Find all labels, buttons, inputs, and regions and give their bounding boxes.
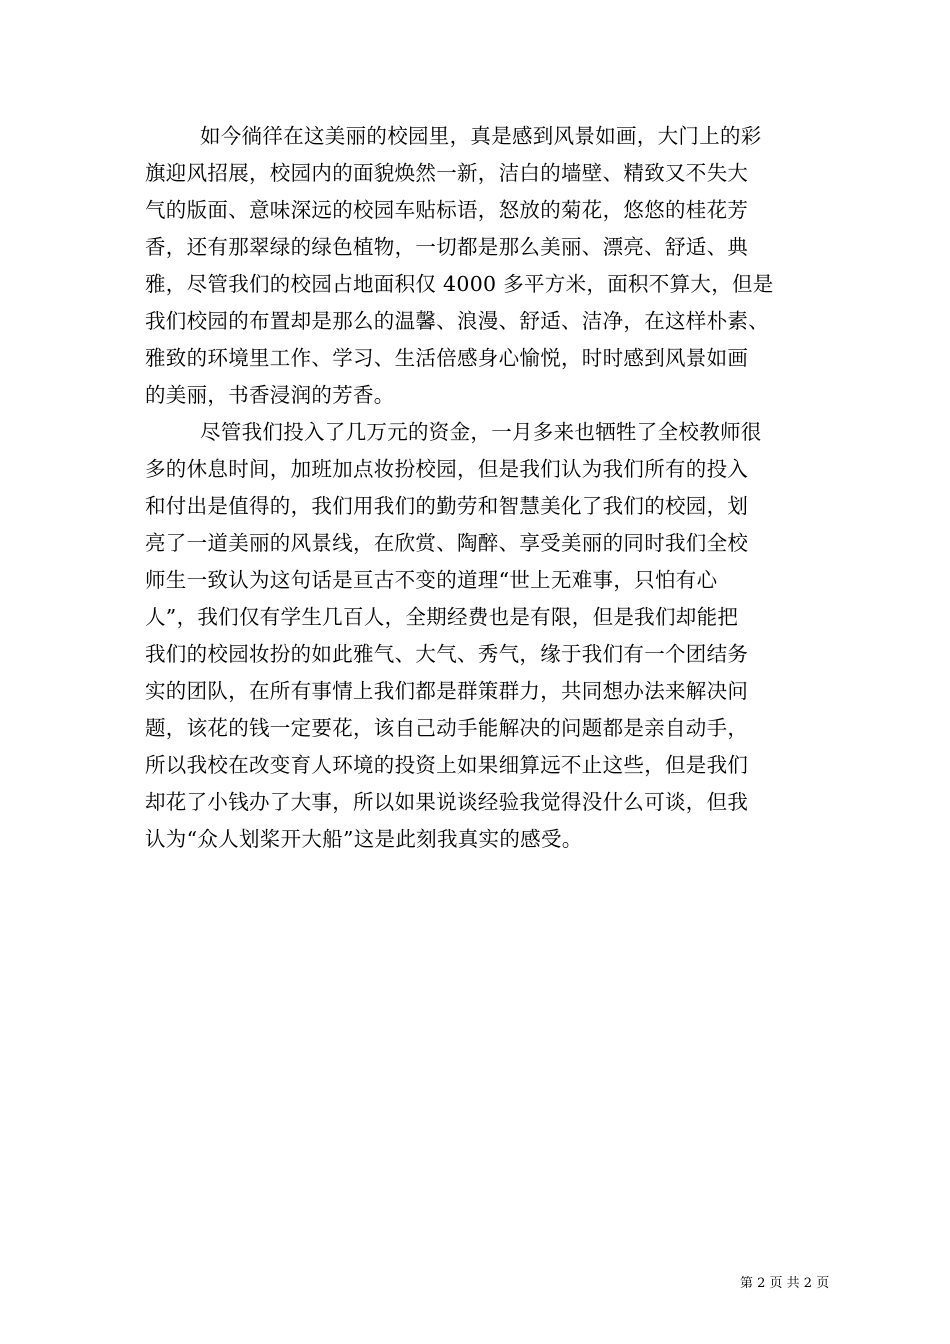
paragraph-1-line-5: 雅，尽管我们的校园占地面积仅 4000 多平方米，面积不算大，但是 [145,272,774,296]
paragraph-1-line-7: 雅致的环境里工作、学习、生活倍感身心愉悦，时时感到风景如画 [145,346,749,370]
paragraph-2-line-5: 师生一致认为这句话是亘古不变的道理“世上无难事，只怕有心 [145,568,718,592]
paragraph-2-line-4: 亮了一道美丽的风景线，在欣赏、陶醉、享受美丽的同时我们全校 [145,531,749,555]
paragraph-2-line-7: 我们的校园妆扮的如此雅气、大气、秀气，缘于我们有一个团结务 [145,642,749,666]
paragraph-2-line-9: 题，该花的钱一定要花，该自己动手能解决的问题都是亲自动手， [145,716,749,740]
paragraph-1-line-6: 我们校园的布置却是那么的温馨、浪漫、舒适、洁净，在这样朴素、 [145,309,769,333]
paragraph-2-line-10: 所以我校在改变育人环境的投资上如果细算远不止这些，但是我们 [145,753,749,777]
paragraph-2-line-2: 多的休息时间，加班加点妆扮校园，但是我们认为我们所有的投入 [145,457,749,481]
paragraph-2-line-12: 认为“众人划桨开大船”这是此刻我真实的感受。 [145,827,583,851]
paragraph-1-line-4: 香，还有那翠绿的绿色植物，一切都是那么美丽、漂亮、舒适、典 [145,235,749,259]
paragraph-2-line-3: 和付出是值得的，我们用我们的勤劳和智慧美化了我们的校园，划 [145,494,749,518]
paragraph-1-line-8: 的美丽，书香浸润的芳香。 [145,383,395,407]
paragraph-2-line-6: 人”，我们仅有学生几百人，全期经费也是有限，但是我们却能把 [145,605,739,629]
paragraph-1-line-2: 旗迎风招展，校园内的面貌焕然一新，洁白的墙壁、精致又不失大 [145,161,749,185]
page-number-footer: 第 2 页 共 2 页 [740,1276,830,1291]
paragraph-1-line-1: 如今徜徉在这美丽的校园里，真是感到风景如画，大门上的彩 [200,124,762,148]
paragraph-1-line-3: 气的版面、意味深远的校园车贴标语，怒放的菊花，悠悠的桂花芳 [145,198,749,222]
paragraph-2-line-11: 却花了小钱办了大事，所以如果说谈经验我觉得没什么可谈，但我 [145,790,749,814]
paragraph-2-line-1: 尽管我们投入了几万元的资金，一月多来也牺牲了全校教师很 [200,420,762,444]
paragraph-2-line-8: 实的团队，在所有事情上我们都是群策群力，共同想办法来解决问 [145,679,749,703]
